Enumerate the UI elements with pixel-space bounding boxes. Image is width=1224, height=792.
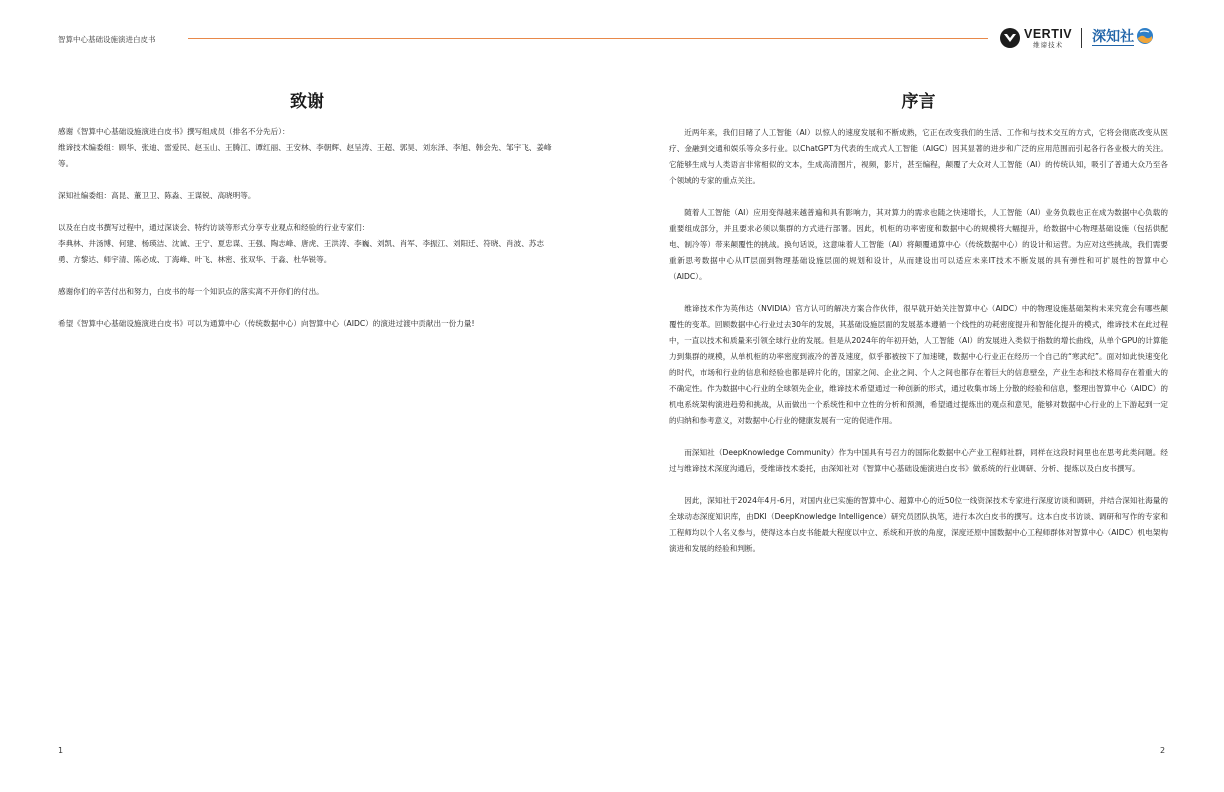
header-logos xyxy=(1000,25,1154,51)
header-rule xyxy=(188,38,988,39)
ack-experts-intro: 以及在白皮书撰写过程中，通过深谈会、特约访谈等形式分享专业观点和经验的行业专家们： xyxy=(58,223,370,232)
vertiv-mark-icon xyxy=(1000,28,1020,48)
page-number-left: 1 xyxy=(58,746,64,755)
ack-paragraph: 希望《智算中心基础设施演进白皮书》可以为通算中心（传统数据中心）向智算中心（AIDC）的演进过渡中贡献出一份力量! xyxy=(58,319,475,328)
ack-paragraph xyxy=(58,124,558,172)
ack-intro: 感谢《智算中心基础设施演进白皮书》撰写组成员（排名不分先后）： xyxy=(58,127,290,136)
vertiv-logo xyxy=(1000,28,1072,49)
ack-paragraph xyxy=(58,220,558,268)
ack-experts-list: 李典林、井汤博、何建、杨瑛洁、沈诚、王宁、夏忠谋、王强、陶志峰、唐虎、王洪涛、李巍、刘凯、肖军、李振江、刘阳迁、符晓、肖波、苏志勇、方黎达、师宇清、陈必成、丁海峰、叶飞、林密、张双华、于淼、杜华锐等。 xyxy=(58,239,544,264)
vertiv-cn-name: 维谛技术 xyxy=(1033,41,1064,49)
szs-logo xyxy=(1092,27,1154,49)
logo-separator xyxy=(1081,28,1082,48)
szs-globe-icon xyxy=(1136,27,1154,49)
acknowledgement-body xyxy=(58,124,558,348)
ack-vertiv-team: 维谛技术编委组：顾华、张迪、雷爱民、赵玉山、王腾江、谭红丽、王安林、李朝辉、赵呈涛、王超、郭昊、刘东泽、李旭、韩会先、邹宇飞、姜峰等。 xyxy=(58,143,552,168)
vertiv-wordmark: VERTIV xyxy=(1024,26,1073,41)
preface-paragraph: 而深知社（DeepKnowledge Community）作为中国具有号召力的国际化数据中心产业工程师社群，同样在这段时间里也在思考此类问题。经过与维谛技术深度沟通后，受维谛技术委托，由深知社对《智算中心基础设施演进白皮书》做系统的行业调研、分析、提炼以及白皮书撰写。 xyxy=(669,448,1168,473)
ack-paragraph: 深知社编委组：高昆、董卫卫、陈淼、王谋锐、高晓明等。 xyxy=(58,191,256,200)
preface-paragraph: 随着人工智能（AI）应用变得越来越普遍和具有影响力，其对算力的需求也随之快速增长，人工智能（AI）业务负载也正在成为数据中心负载的重要组成部分，并且要求必须以集群的方式进行部署。因此，机柜的功率密度和数据中心的规模将大幅提升，给数据中心物理基础设施（包括供配电、制冷等）带来颠覆性的挑战。换句话说，这意味着人工智能（AI）将颠覆通算中心（传统数据中心）的设计和运营。为应对这些挑战，我们需要重新思考数据中心从IT层面到物理基础设施层面的规划和设计，从而建设出可以适应未来IT技术不断发展的具有弹性和可扩展性的智算中心（AIDC）。 xyxy=(669,208,1168,281)
acknowledgement-title: 致谢 xyxy=(290,92,324,112)
preface-paragraph: 因此，深知社于2024年4月-6月，对国内业已实施的智算中心、超算中心的近50位一线资深技术专家进行深度访谈和调研，并结合深知社海量的全球动态深度知识库，由DKI（DeepKnowledge Intelligence）研究员团队执笔，进行本次白皮书的撰写。这本白皮书访谈、调研和写作的专家和工程师均以个人名义参与，使得这本白皮书能最大程度以中立、系统和开放的角度，深度还原中国数据中心工程师群体对智算中心（AIDC）机电架构演进和发展的经验和判断。 xyxy=(669,496,1168,553)
preface-title: 序言 xyxy=(901,92,936,112)
preface-body xyxy=(669,125,1168,573)
szs-wordmark: 深知社 xyxy=(1092,29,1135,46)
document-title: 智算中心基础设施演进白皮书 xyxy=(58,35,156,44)
preface-paragraph: 近两年来，我们目睹了人工智能（AI）以惊人的速度发展和不断成熟，它正在改变我们的生活、工作和与技术交互的方式，它将会彻底改变从医疗、金融到交通和娱乐等众多行业。以ChatGPT为代表的生成式人工智能（AIGC）因其显著的进步和广泛的应用范围而引起各行各业极大的关注。它能够生成与人类语言非常相似的文本，生成高清图片，视频，影片，甚至编程，颠覆了大众对人工智能（AI）的传统认知，吸引了普通大众乃至各个领域的专家的重点关注。 xyxy=(669,128,1168,185)
ack-paragraph: 感谢你们的辛苦付出和努力，白皮书的每一个知识点的落实离不开你们的付出。 xyxy=(58,287,324,296)
preface-paragraph: 维谛技术作为英伟达（NVIDIA）官方认可的解决方案合作伙伴，很早就开始关注智算中心（AIDC）中的物理设施基础架构未来究竟会有哪些颠覆性的变革。回顾数据中心行业过去30年的发展，其基础设施层面的发展基本遵循一个线性的功耗密度提升和智能化提升的模式，维谛技术在此过程中，一直以技术和质量来引领全球行业的发展。但是从2024年的年初开始，人工智能（AI）的发展进入类似于指数的增长曲线，从单个GPU的计算能力到集群的规模，从单机柜的功率密度到液冷的普及速度，似乎都被按下了加速键，数据中心行业正在经历一个自己的“寒武纪”。面对如此快速变化的时代，市场和行业的信息和经验也都是碎片化的，国家之间、企业之间、个人之间也都存在着巨大的信息壁垒，产业生态和技术格局存在着重大的不确定性。作为数据中心行业的全球领先企业，维谛技术希望通过一种创新的形式，通过收集市场上分散的经验和信息，整理出智算中心（AIDC）的机电系统架构演进趋势和挑战，从而做出一个系统性和中立性的分析和预测，希望通过提炼出的观点和意见，能够对数据中心行业的上下游起到一定的归纳和参考意义，对数据中心行业的健康发展有一定的促进作用。 xyxy=(669,304,1168,425)
page-number-right: 2 xyxy=(1160,746,1166,755)
